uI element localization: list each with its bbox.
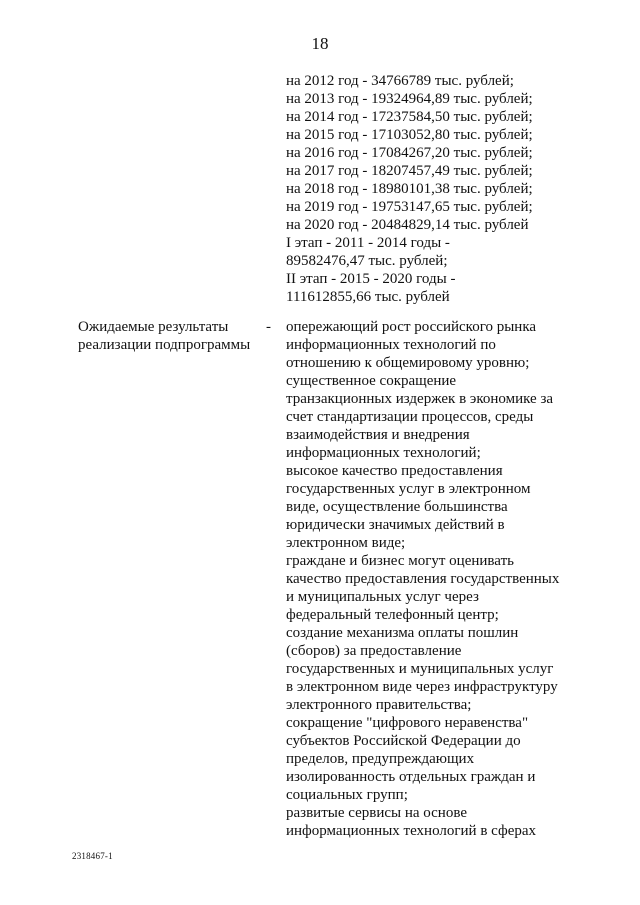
funding-stage-line: I этап - 2011 - 2014 годы - [286,235,450,251]
expected-result-line: виде, осуществление большинства [286,499,508,515]
expected-results-label [78,318,250,354]
funding-year-line: на 2019 год - 19753147,65 тыс. рублей; [286,199,533,215]
expected-result-line: информационных технологий; [286,445,481,461]
funding-year-line: на 2012 год - 34766789 тыс. рублей; [286,73,514,89]
expected-result-line: граждане и бизнес могут оценивать [286,553,514,569]
expected-result-line: сокращение "цифрового неравенства" [286,715,529,731]
expected-result-line: высокое качество предоставления [286,463,503,479]
expected-result-line: изолированность отдельных граждан и [286,769,536,785]
expected-result-line: субъектов Российской Федерации до [286,733,521,749]
expected-result-line: государственных и муниципальных услуг [286,661,554,677]
expected-result-line: социальных групп; [286,787,408,803]
expected-result-line: и муниципальных услуг через [286,589,479,605]
expected-result-line: юридически значимых действий в [286,517,505,533]
funding-year-line: на 2015 год - 17103052,80 тыс. рублей; [286,127,533,143]
funding-by-year-list [286,72,533,234]
expected-result-line: в электронном виде через инфраструктуру [286,679,558,695]
funding-stages-list [286,234,455,306]
expected-result-line: существенное сокращение [286,373,457,389]
expected-result-line: информационных технологий в сферах [286,823,537,839]
expected-result-line: пределов, предупреждающих [286,751,475,767]
funding-stage-line: II этап - 2015 - 2020 годы - [286,271,456,287]
expected-result-line: электронном виде; [286,535,406,551]
expected-result-line: электронного правительства; [286,697,472,713]
expected-result-line: счет стандартизации процессов, среды [286,409,534,425]
expected-result-line: информационных технологий по [286,337,496,353]
funding-year-line: на 2013 год - 19324964,89 тыс. рублей; [286,91,533,107]
expected-result-line: (сборов) за предоставление [286,643,462,659]
funding-stage-line: 89582476,47 тыс. рублей; [286,253,448,269]
expected-results-list [286,318,559,840]
funding-stage-line: 111612855,66 тыс. рублей [286,289,450,305]
expected-result-line: качество предоставления государственных [286,571,560,587]
expected-result-line: взаимодействия и внедрения [286,427,470,443]
expected-result-line: государственных услуг в электронном [286,481,531,497]
document-code: 2318467-1 [72,851,113,861]
expected-result-line: опережающий рост российского рынка [286,319,537,335]
expected-result-line: транзакционных издержек в экономике за [286,391,554,407]
expected-result-line: отношению к общемировому уровню; [286,355,530,371]
expected-result-line: федеральный телефонный центр; [286,607,499,623]
page-number: 18 [311,34,329,53]
funding-year-line: на 2016 год - 17084267,20 тыс. рублей; [286,145,533,161]
expected-result-line: создание механизма оплаты пошлин [286,625,519,641]
label-dash: - [266,319,271,335]
funding-year-line: на 2020 год - 20484829,14 тыс. рублей [286,217,529,233]
expected-results-label-line: реализации подпрограммы [78,337,251,353]
expected-result-line: развитые сервисы на основе [286,805,467,821]
funding-year-line: на 2017 год - 18207457,49 тыс. рублей; [286,163,533,179]
funding-year-line: на 2018 год - 18980101,38 тыс. рублей; [286,181,533,197]
funding-year-line: на 2014 год - 17237584,50 тыс. рублей; [286,109,533,125]
expected-results-label-line: Ожидаемые результаты [78,319,229,335]
